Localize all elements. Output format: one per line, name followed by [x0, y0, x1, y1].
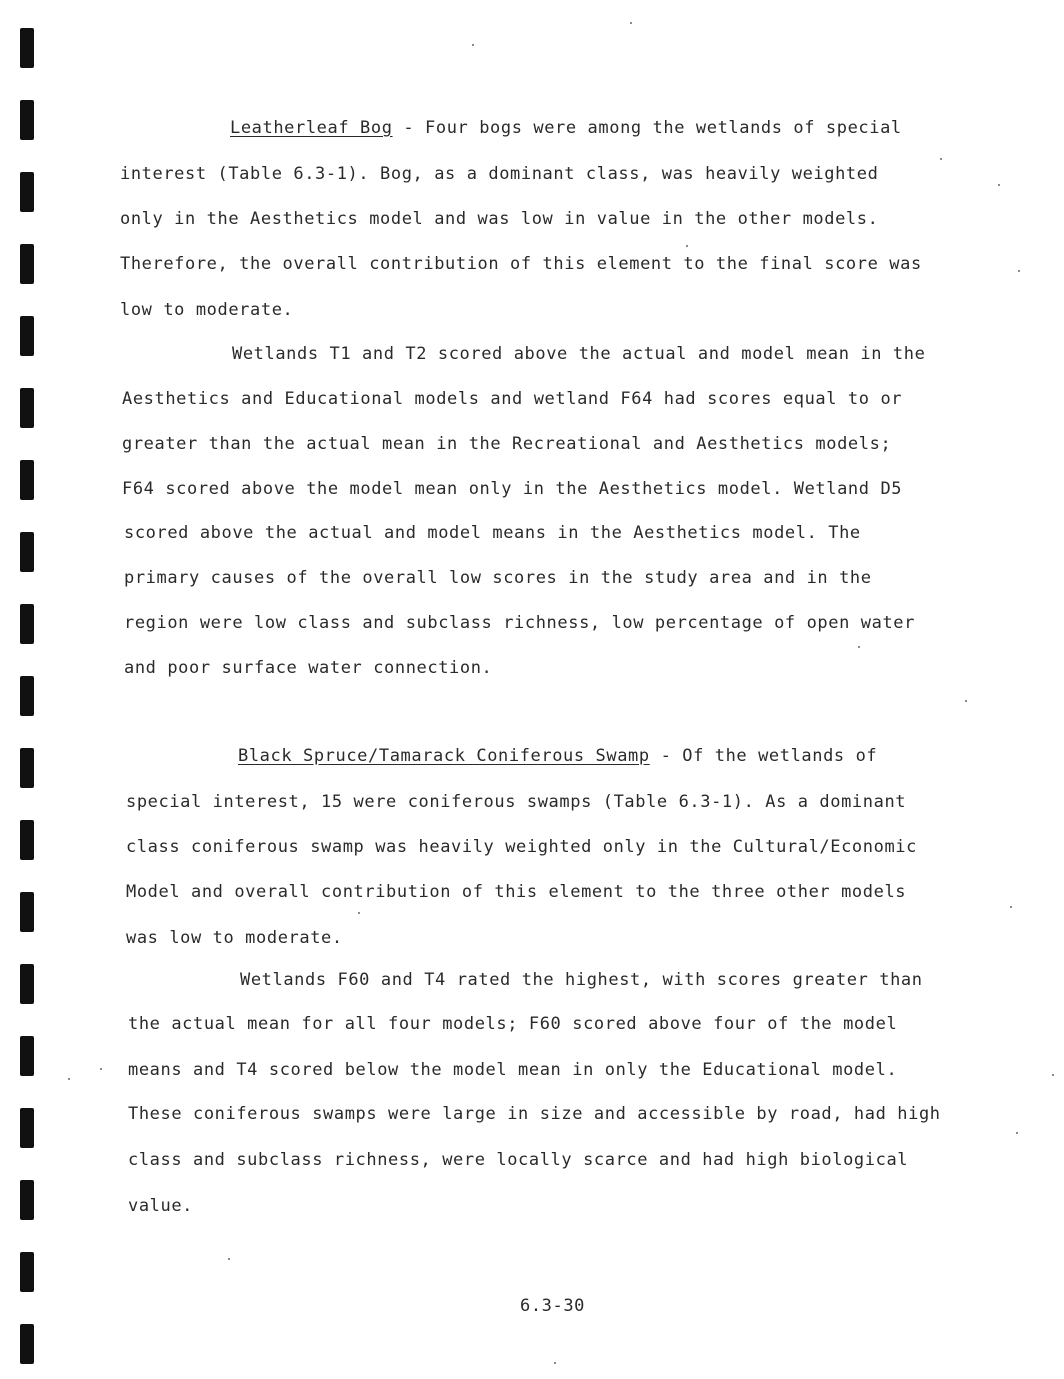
- binding-mark: [20, 604, 34, 644]
- paragraph-line: scored above the actual and model means in the Aesthetics model. The: [124, 523, 861, 543]
- paragraph-line: greater than the actual mean in the Recreational and Aesthetics models;: [122, 434, 892, 454]
- binding-mark: [20, 532, 34, 572]
- binding-mark: [20, 28, 34, 68]
- scan-speck: [228, 1258, 230, 1260]
- paragraph-line: Therefore, the overall contribution of this element to the final score was: [120, 254, 922, 274]
- scan-speck: [1018, 270, 1020, 272]
- scan-speck: [472, 44, 474, 46]
- binding-mark: [20, 676, 34, 716]
- paragraph-line: low to moderate.: [120, 300, 294, 320]
- scan-speck: [1052, 1074, 1054, 1076]
- scan-speck: [554, 1362, 556, 1364]
- scan-speck: [68, 1078, 70, 1080]
- paragraph-line: was low to moderate.: [126, 928, 343, 948]
- binding-mark: [20, 244, 34, 284]
- paragraph-line: only in the Aesthetics model and was low in value in the other models.: [120, 209, 879, 229]
- binding-mark: [20, 1324, 34, 1364]
- section2-heading-rest: - Of the wetlands of: [649, 746, 878, 766]
- section1-heading-line: [230, 118, 902, 138]
- scan-speck: [1010, 906, 1012, 908]
- paragraph-line: and poor surface water connection.: [124, 658, 493, 678]
- scan-speck: [630, 22, 632, 24]
- paragraph-line: Wetlands F60 and T4 rated the highest, with scores greater than: [240, 970, 923, 990]
- paragraph-line: F64 scored above the model mean only in the Aesthetics model. Wetland D5: [122, 479, 903, 499]
- scan-speck: [100, 1068, 102, 1070]
- section1-heading-rest: - Four bogs were among the wetlands of special: [392, 118, 902, 138]
- paragraph-line: interest (Table 6.3-1). Bog, as a dominant class, was heavily weighted: [120, 164, 879, 184]
- section2-heading-line: [238, 746, 877, 766]
- binding-mark: [20, 460, 34, 500]
- binding-mark: [20, 172, 34, 212]
- binding-mark: [20, 1180, 34, 1220]
- page-number: 6.3-30: [520, 1296, 586, 1316]
- binding-mark: [20, 964, 34, 1004]
- scan-speck: [1016, 1132, 1018, 1134]
- binding-mark: [20, 316, 34, 356]
- scan-speck: [358, 912, 360, 914]
- paragraph-line: Aesthetics and Educational models and wetland F64 had scores equal to or: [122, 389, 903, 409]
- scan-speck: [858, 646, 860, 648]
- binding-mark: [20, 820, 34, 860]
- paragraph-line: region were low class and subclass richness, low percentage of open water: [124, 613, 915, 633]
- paragraph-line: special interest, 15 were coniferous swamps (Table 6.3-1). As a dominant: [126, 792, 907, 812]
- binding-mark: [20, 100, 34, 140]
- binding-mark: [20, 1108, 34, 1148]
- paragraph-line: These coniferous swamps were large in size and accessible by road, had high: [128, 1104, 941, 1124]
- scan-speck: [940, 158, 942, 160]
- scan-speck: [998, 184, 1000, 186]
- section1-heading: Leatherleaf Bog: [230, 118, 393, 138]
- paragraph-line: class coniferous swamp was heavily weighted only in the Cultural/Economic: [126, 837, 917, 857]
- binding-mark: [20, 1252, 34, 1292]
- section2-heading: Black Spruce/Tamarack Coniferous Swamp: [238, 746, 650, 766]
- binding-mark: [20, 748, 34, 788]
- paragraph-line: value.: [128, 1196, 194, 1216]
- paragraph-line: class and subclass richness, were locally scarce and had high biological: [128, 1150, 909, 1170]
- scan-speck: [686, 245, 688, 247]
- binding-mark: [20, 388, 34, 428]
- paragraph-line: primary causes of the overall low scores in the study area and in the: [124, 568, 872, 588]
- scan-speck: [965, 700, 967, 702]
- paragraph-line: Model and overall contribution of this element to the three other models: [126, 882, 907, 902]
- binding-mark: [20, 892, 34, 932]
- paragraph-line: Wetlands T1 and T2 scored above the actual and model mean in the: [232, 344, 926, 364]
- binding-mark: [20, 1036, 34, 1076]
- paragraph-line: the actual mean for all four models; F60 scored above four of the model: [128, 1014, 898, 1034]
- paragraph-line: means and T4 scored below the model mean in only the Educational model.: [128, 1060, 898, 1080]
